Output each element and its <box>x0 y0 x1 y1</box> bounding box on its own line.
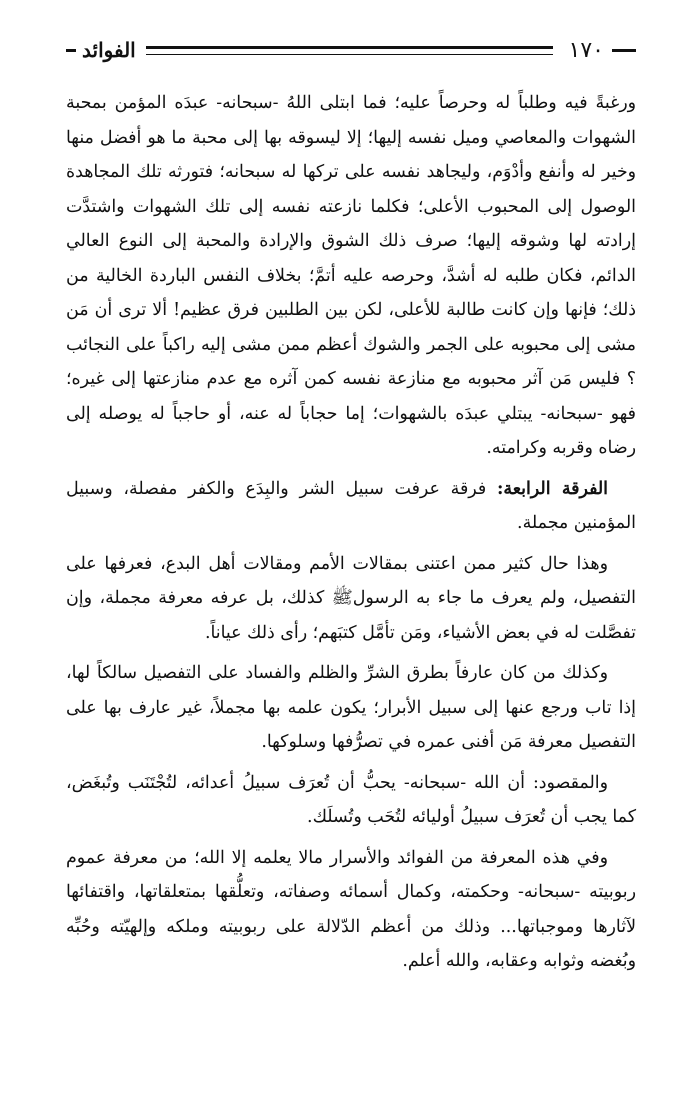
header-dash-right <box>612 49 636 52</box>
paragraph-text: فرقة عرفت سبيل الشر والبِدَع والكفر مفصلة، وسبيل المؤمنين مجملة. <box>66 478 636 533</box>
paragraph <box>66 472 636 541</box>
paragraph-text: وكذلك من كان عارفاً بطرق الشرِّ والظلم والفساد على التفصيل سالكاً لها، إذا تاب ورجع عنها إلى سبيل الأبرار؛ يكون علمه بها مجملاً، غير عارف بها على التفصيل معرفة مَن أفنى عمره في تصرُّفها وسلوكها. <box>66 663 636 752</box>
paragraph-text: وهذا حال كثير ممن اعتنى بمقالات الأمم ومقالات أهل البدع، فعرفها على التفصيل، ولم يعرف ما جاء به الرسولﷺ كذلك، بل عرفه معرفة مجملة، وإن تفصَّلت له في بعض الأشياء، ومَن تأمَّل كتبَهم؛ رأى ذلك عياناً. <box>66 553 636 643</box>
header-dash-left <box>66 49 76 52</box>
paragraph-text: والمقصود: أن الله -سبحانه- يحبُّ أن تُعرَف سبيلُ أعدائه، لتُجْتَنَب وتُبغَض، كما يجب أن تُعرَف سبيلُ أوليائه لتُحَب وتُسلَك. <box>66 772 636 827</box>
paragraph <box>66 547 636 651</box>
paragraph <box>66 841 636 979</box>
page-body <box>66 86 636 979</box>
paragraph <box>66 766 636 835</box>
paragraph <box>66 86 636 466</box>
header-rule <box>146 46 553 55</box>
page-number: ١٧٠ <box>568 37 604 63</box>
book-title: الفوائد <box>82 38 136 62</box>
section-lead: الفرقة الرابعة: <box>497 478 609 499</box>
paragraph-text: وفي هذه المعرفة من الفوائد والأسرار مالا يعلمه إلا الله؛ من معرفة عموم ربوبيته -سبحانه- وحكمته، وكمال أسمائه وصفاته، وتعلُّقها بمتعلقاتها، واقتفائها لآثارها وموجباتها... وذلك من أعظم الدّلالة على ربوبيته وملكه وإلهيّته وحُبِّه وبُغضه وثوابه وعقابه، والله أعلم. <box>66 847 636 971</box>
page-header <box>66 28 636 72</box>
paragraph <box>66 656 636 760</box>
paragraph-text: ورغبةً فيه وطلباً له وحرصاً عليه؛ فما ابتلى اللهُ -سبحانه- عبدَه المؤمن بمحبة الشهوات والمعاصي وميل نفسه إليها؛ إلا ليسوقه بها إلى محبة ما هو أفضل منها وخير له وأنفع وأدْوَم، وليجاهد نفسه على تركها له سبحانه؛ فتورثه تلك المجاهدة الوصول إلى المحبوب الأعلى؛ فكلما نازعته نفسه إلى تلك الشهوات واشتدَّت إرادته لها وشوقه إليها؛ صرف ذلك الشوق والإرادة والمحبة إلى النوع العالي الدائم، فكان طلبه له أشدَّ، وحرصه عليه أتمَّ؛ بخلاف النفس الباردة الخالية من ذلك؛ فإنها وإن كانت طالبة للأعلى، لكن بين الطلبين فرق عظيم! ألا ترى أن مَن مشى إلى محبوبه على الجمر والشوك أعظم ممن مشى إليه راكباً على النجائب ؟ فليس مَن آثر محبوبه مع منازعة نفسه كمن آثره مع عدم منازعتها إلى غيره؛ فهو -سبحانه- يبتلي عبدَه بالشهوات؛ إما حجاباً له عنه، أو حاجباً له يوصله إلى رضاه وقربه وكرامته. <box>66 93 636 458</box>
